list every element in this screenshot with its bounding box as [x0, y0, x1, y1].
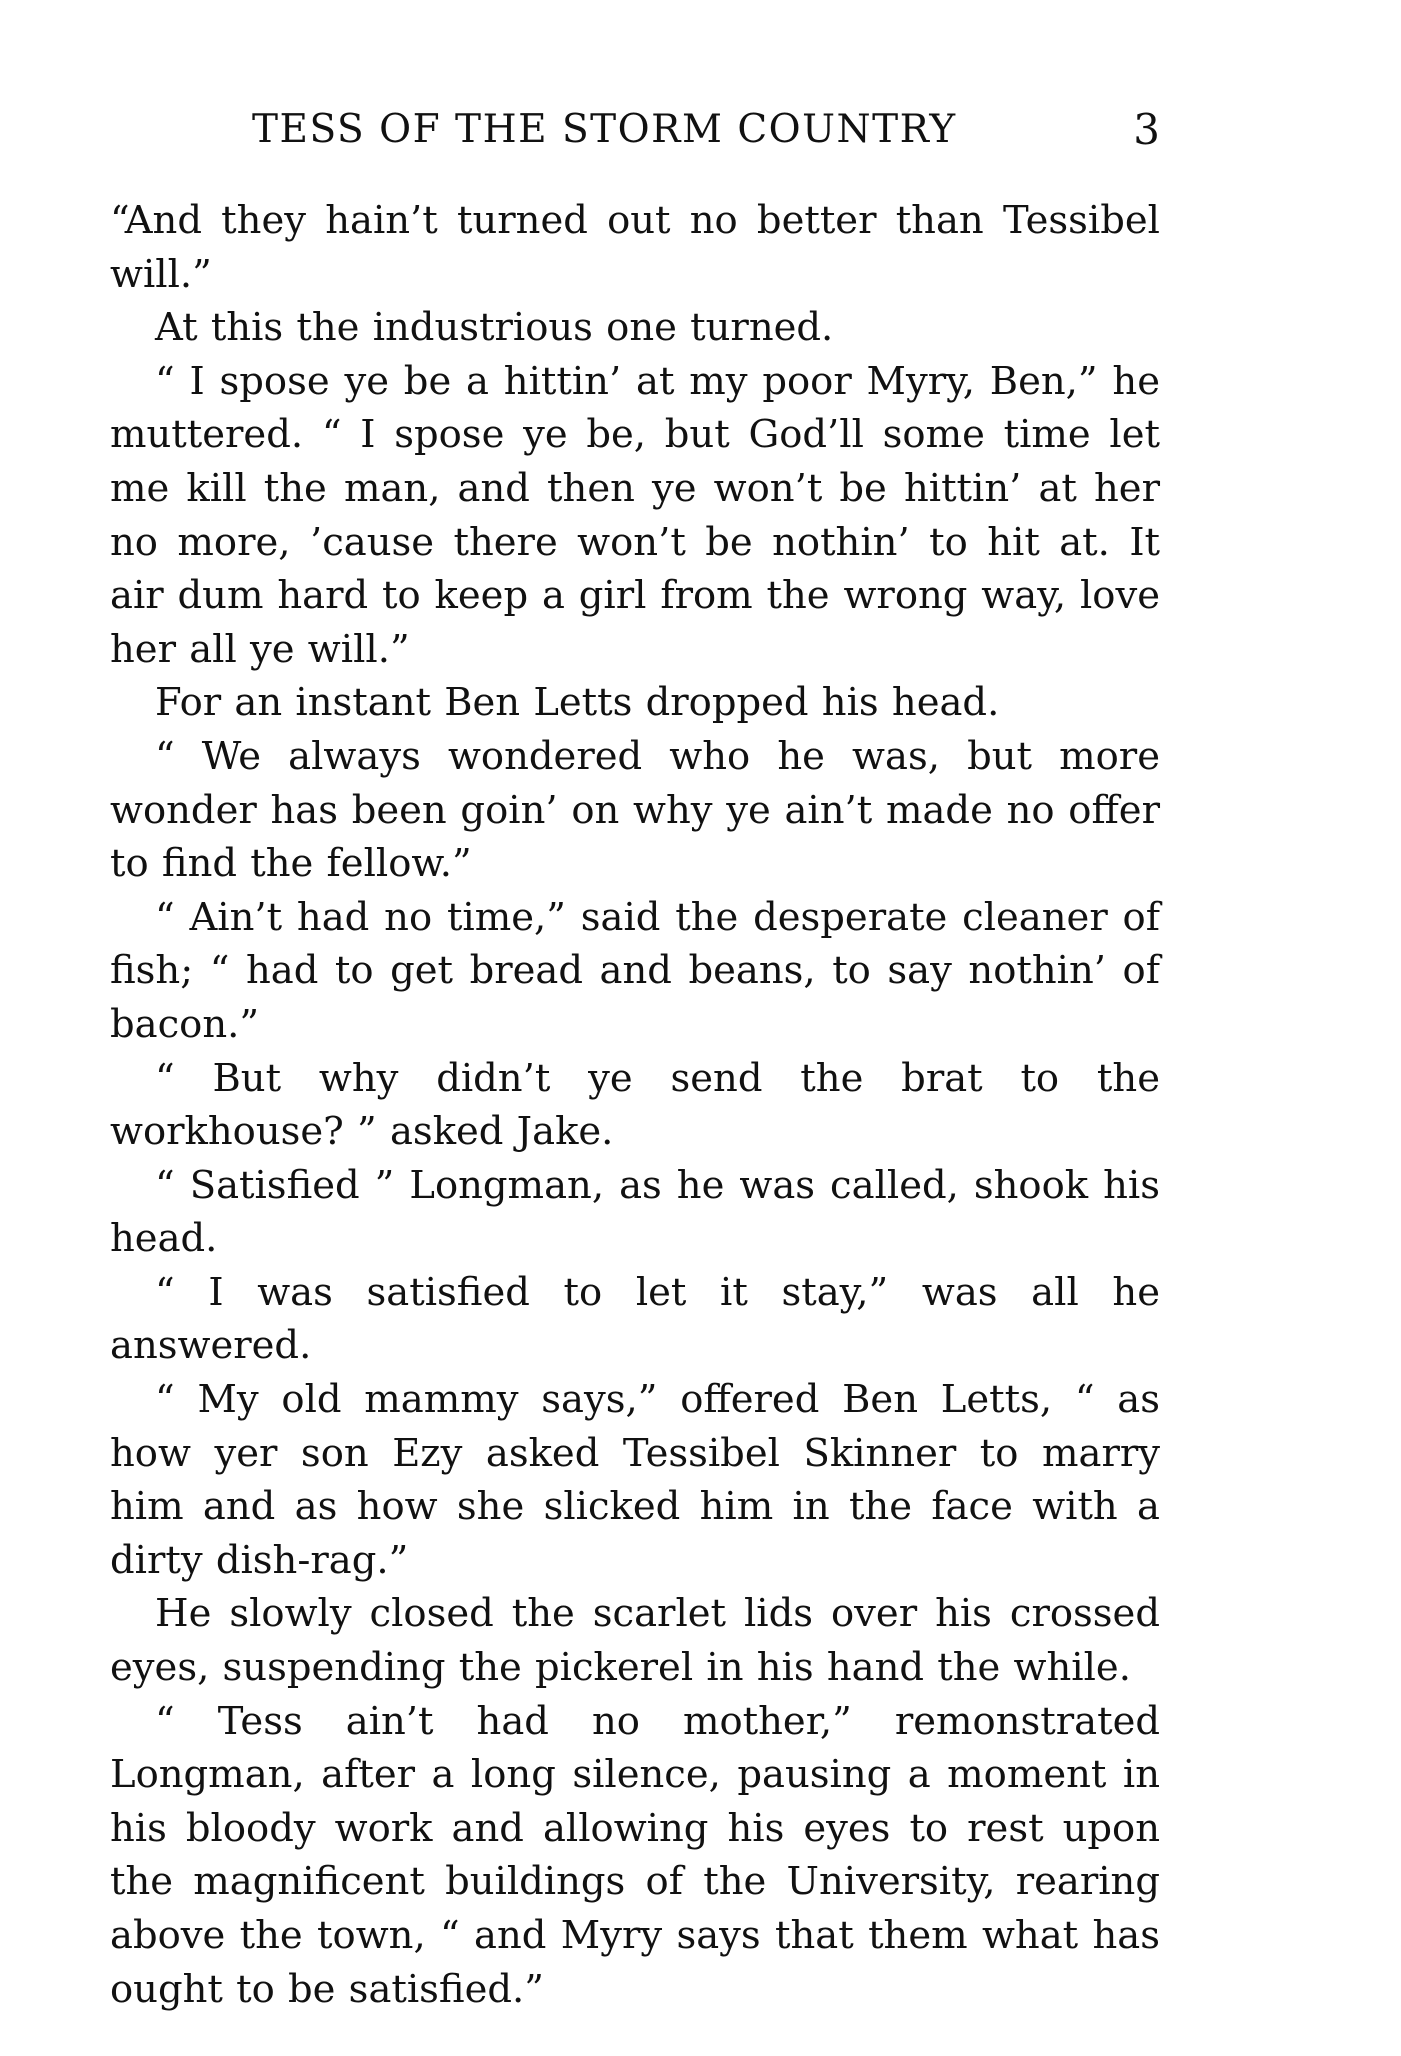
paragraph: At this the industrious one turned.	[155, 305, 834, 351]
paragraph: “ Satisfied ” Longman, as he was called, shook his head.	[110, 1162, 1160, 1262]
page-number: 3	[1133, 105, 1160, 154]
page-header	[110, 100, 1160, 160]
running-title: TESS OF THE STORM COUNTRY	[252, 107, 957, 152]
paragraph: “ I spose ye be a hittin’ at my poor Myry, Ben,” he muttered. “ I spose ye be, but God’ll some time let me kill the man, and then ye won’t be hittin’ at her no more, ’cause there won’t be nothin’ to hit at. It air dum hard to keep a girl from the wrong way, love her all ye will.”	[110, 358, 1160, 672]
paragraph: “ Tess ain’t had no mother,” remonstrated Longman, after a long silence, pausing a moment in his bloody work and allowing his eyes to rest upon the magnificent buildings of the University, rearing above the town, “ and Myry says that them what has ought to be satisfied.”	[110, 1698, 1160, 2012]
paragraph: “ My old mammy says,” offered Ben Letts, “ as how yer son Ezy asked Tessibel Skinner to marry him and as how she slicked him in the face with a dirty dish-rag.”	[110, 1377, 1160, 1583]
paragraph: He slowly closed the scarlet lids over his crossed eyes, suspending the pickerel in his hand the while.	[110, 1591, 1160, 1691]
paragraph: “ Ain’t had no time,” said the desperate cleaner of fish; “ had to get bread and beans, to say nothin’ of bacon.”	[110, 894, 1160, 1047]
paragraph: “ But why didn’t ye send the brat to the workhouse? ” asked Jake.	[110, 1055, 1160, 1155]
paragraph: “ I was satisfied to let it stay,” was all he answered.	[110, 1269, 1160, 1369]
paragraph: “ We always wondered who he was, but more wonder has been goin’ on why ye ain’t made no offer to find the fellow.”	[110, 733, 1160, 887]
body-text	[110, 194, 1160, 2016]
paragraph: For an instant Ben Letts dropped his head.	[155, 680, 1000, 726]
paragraph: “And they hain’t turned out no better than Tessibel will.”	[110, 198, 1160, 297]
